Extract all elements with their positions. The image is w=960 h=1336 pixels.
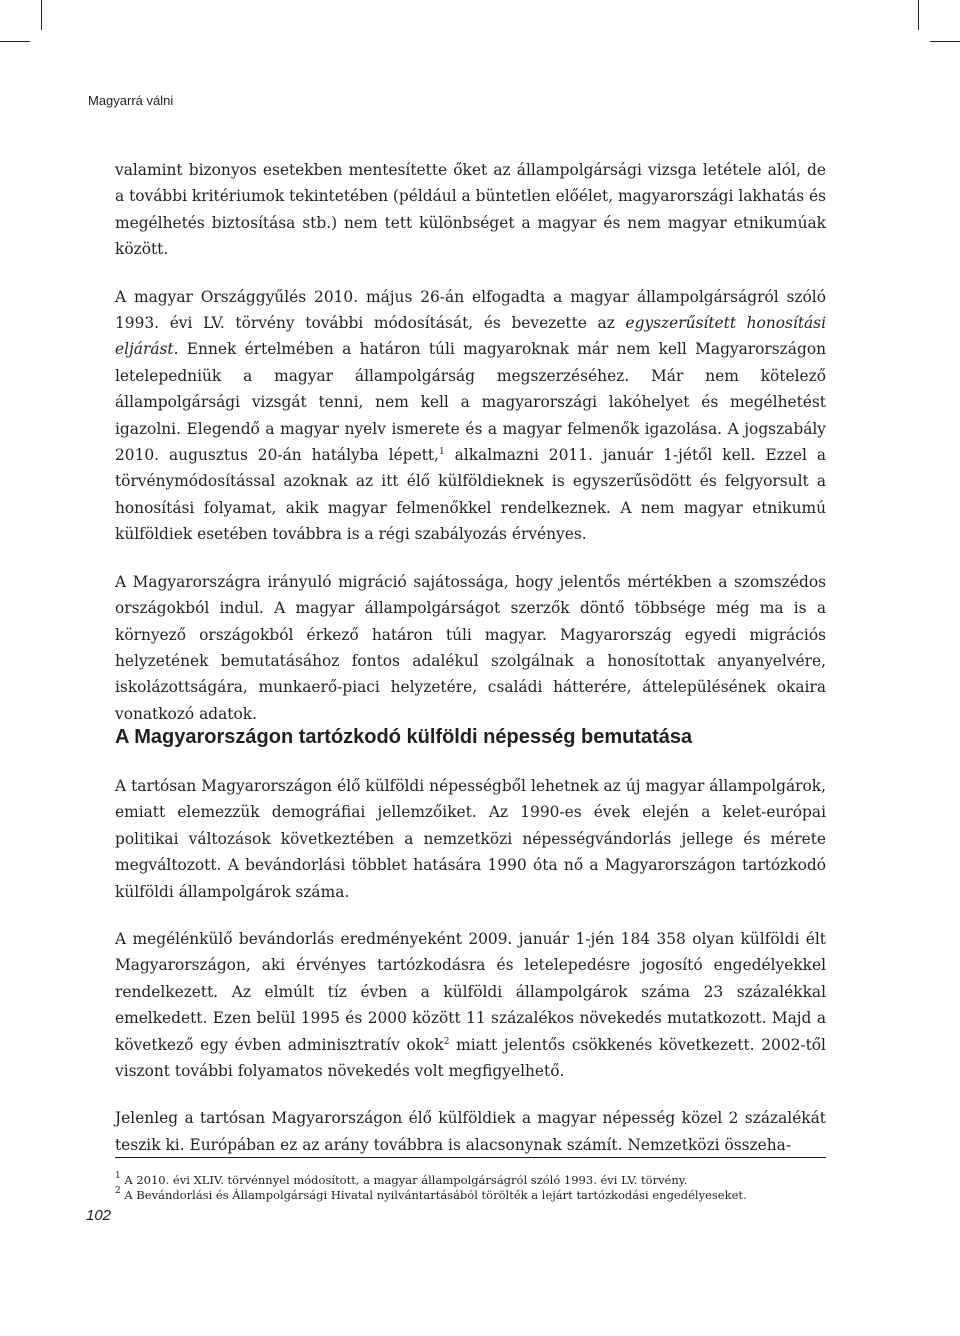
paragraph	[115, 926, 826, 1084]
body-text-bottom	[115, 773, 826, 1158]
footnote-text: A Bevándorlási és Állampolgársági Hivatal nyilvántartásából törölték a lejárt tartózkodási engedélyeseket.	[124, 1188, 747, 1202]
paragraph: A tartósan Magyarországon élő külföldi népességből lehetnek az új magyar állampolgárok, emiatt elemezzük demográfiai jellemzőiket. Az 1990-es évek elején a kelet-európai politikai változások következtében a nemzetközi népességvándorlás jellege és mérete megváltozott. A bevándorlási többlet hatására 1990 óta nő a Magyarországon tartózkodó külföldi állampolgárok száma.	[115, 777, 826, 901]
paragraph-text: alkalmazni 2011. január 1-jétől kell. Ezzel a törvénymódosítással azoknak az itt élő külföldieknek is egyszerűsödött és felgyorsult a honosítási folyamat, akik magyar felmenőkkel rendelkeznek. A nem magyar etnikumú külföldiek esetében továbbra is a régi szabályozás érvényes.	[115, 446, 827, 544]
running-head: Magyarrá válni	[88, 93, 174, 108]
italic-term: egyszerűsített honosítási eljárást.	[115, 314, 827, 359]
paragraph: Jelenleg a tartósan Magyarországon élő külföldiek a magyar népesség közel 2 százalékát teszik ki. Európában ez az arány továbbra is alacsonynak számít. Nemzetközi összeha-	[115, 1109, 826, 1154]
footnote-number: 2	[115, 1186, 121, 1196]
paragraph-text: A megélénkülő bevándorlás eredményeként 2009. január 1-jén 184 358 olyan külföldi élt Magyarországon, aki érvényes tartózkodásra és letelepedésre jogosító engedélyekkel rendelkezett. Az elmúlt tíz évben a külföldi állampolgárok száma 23 százalékkal emelkedett. Ezen belül 1995 és 2000 között 11 százalékos növekedés mutatkozott. Majd a következő egy évben adminisztratív okok	[115, 930, 826, 1054]
section-heading: A Magyarországon tartózkodó külföldi népesség bemutatása	[115, 726, 693, 748]
footnote-number: 1	[115, 1171, 121, 1181]
footnote-ref[interactable]: 1	[438, 447, 445, 458]
paragraph: valamint bizonyos esetekben mentesítette őket az állampolgársági vizsga letétele alól, de a további kritériumok tekintetében (például a büntetlen előélet, magyarországi lakhatás és megélhetés biztosítása stb.) nem tett különbséget a magyar és nem magyar etnikumúak között.	[115, 161, 826, 259]
paragraph-text: miatt jelentős csökkenés következett. 2002-től viszont további folyamatos növekedés volt megfigyelhető.	[115, 1035, 826, 1081]
paragraph: A Magyarországra irányuló migráció sajátossága, hogy jelentős mértékben a szomszédos országokból indul. A magyar állampolgárságot szerzők döntő többsége még ma is a környező országokból érkező határon túli magyar. Magyarország egyedi migrációs helyzetének bemutatásához fontos adalékul szolgálnak a honosítottak anyanyelvére, iskolázottságára, munkaerő-piaci helyzetére, családi hátterére, áttelepülésének okaira vonatkozó adatok.	[115, 572, 826, 723]
footnote-divider	[115, 1157, 826, 1158]
footnote	[115, 1188, 826, 1203]
crop-mark-top-right-h	[930, 41, 960, 42]
paragraph	[115, 284, 826, 548]
footnote-ref[interactable]: 2	[443, 1036, 450, 1047]
footnote-text: A 2010. évi XLIV. törvénnyel módosított, a magyar állampolgárságról szóló 1993. évi LV. törvény.	[124, 1173, 688, 1187]
crop-mark-top-left-h	[0, 41, 30, 42]
footnotes	[115, 1173, 826, 1203]
paragraph-text: Ennek értelmében a határon túli magyaroknak már nem kell Magyarországon letelepedniük a magyar állampolgárság megszerzéséhez. Már nem kötelező állampolgársági vizsgát tenni, nem kell a magyarországi lakóhelyet és megélhetést igazolni. Elegendő a magyar nyelv ismerete és a magyar felmenők igazolása. A jogszabály 2010. augusztus 20-án hatályba lépett,	[115, 340, 826, 465]
crop-mark-top-right	[918, 0, 919, 30]
body-text-top	[115, 157, 826, 727]
paragraph-text: A magyar Országgyűlés 2010. május 26-án elfogadta a magyar állampolgárságról szóló 1993. évi LV. törvény további módosítását, és bevezette az	[115, 287, 826, 333]
page-number: 102	[86, 1207, 112, 1224]
crop-mark-top-left	[41, 0, 42, 30]
footnote	[115, 1173, 826, 1188]
